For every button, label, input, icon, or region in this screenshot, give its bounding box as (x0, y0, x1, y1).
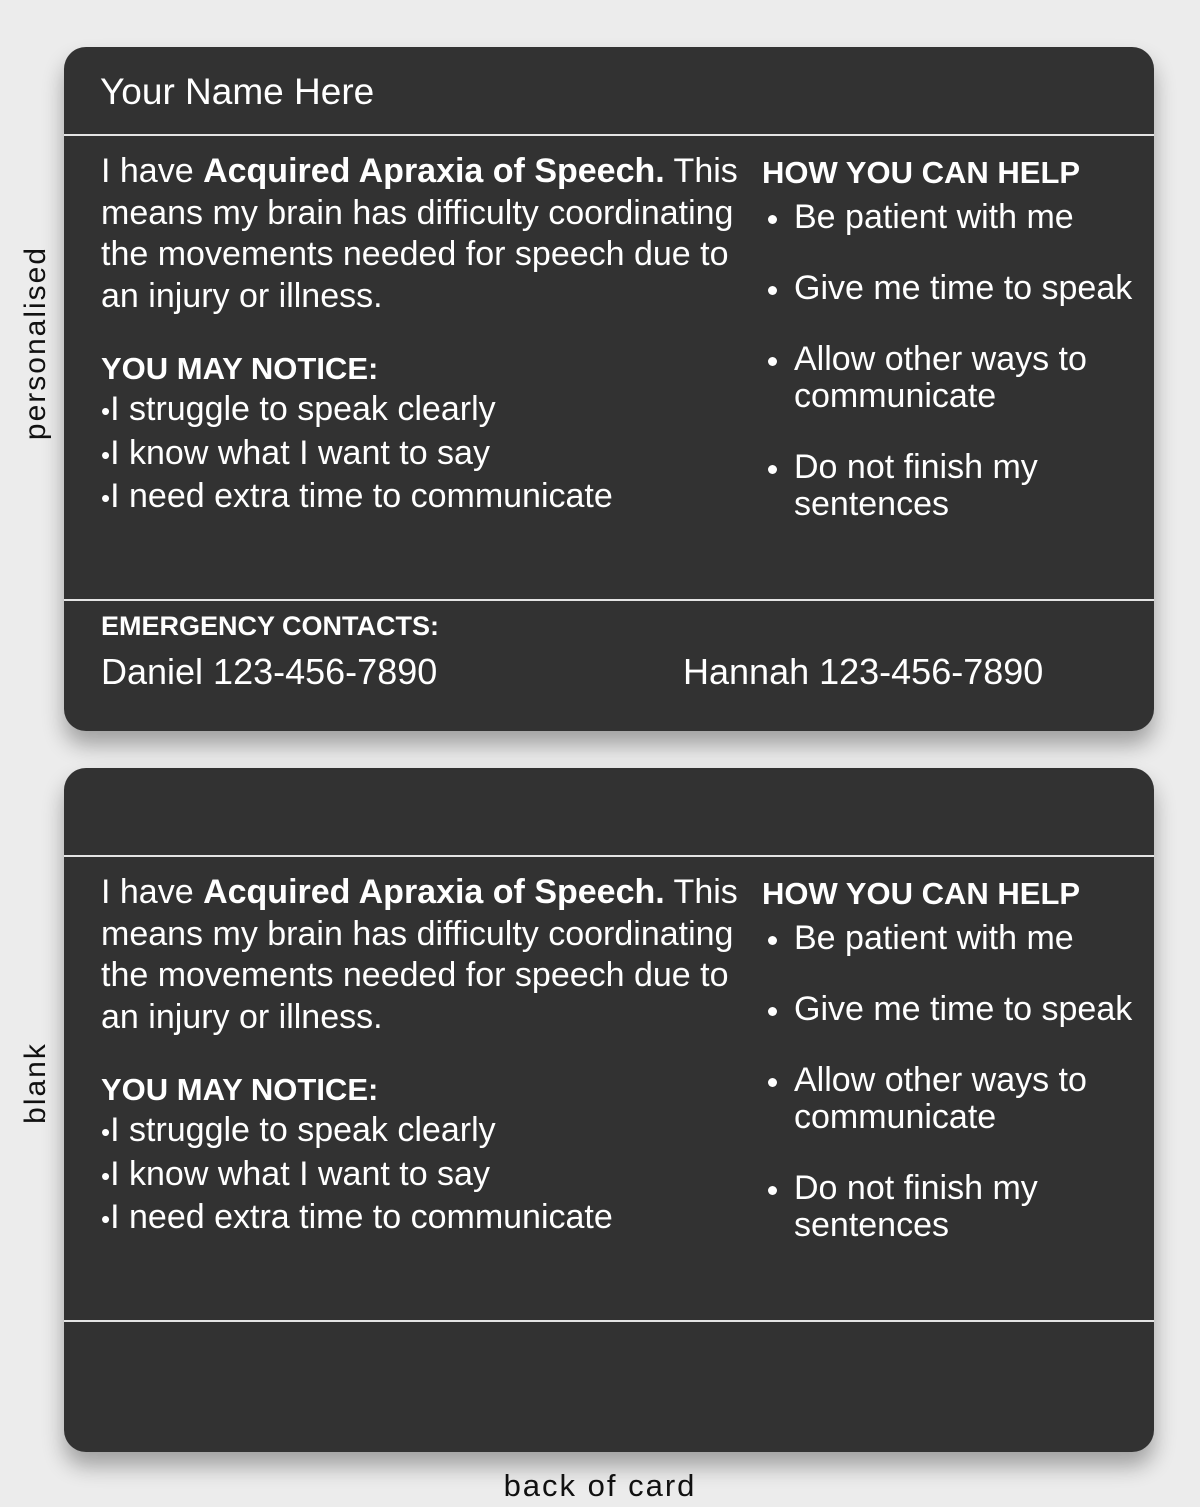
help-item: Give me time to speak (762, 270, 1142, 307)
help-item: Allow other ways to communicate (762, 341, 1142, 415)
help-item: Do not finish my sentences (762, 449, 1142, 523)
notice-item: • I know what I want to say (101, 1154, 741, 1198)
divider-top (64, 134, 1154, 136)
notice-item: • I need extra time to communicate (101, 1197, 741, 1241)
help-list (762, 920, 1142, 1244)
intro-rest: This means my brain has difficulty coordinating the movements needed for speech due to an injury or illness. (101, 152, 738, 315)
condition-description (101, 151, 741, 317)
notice-heading: YOU MAY NOTICE: (101, 1072, 379, 1107)
caption: back of card (503, 1468, 697, 1503)
notice-item: • I need extra time to communicate (101, 476, 741, 520)
notice-heading: YOU MAY NOTICE: (101, 351, 379, 386)
divider-bottom (64, 599, 1154, 601)
notice-item: • I struggle to speak clearly (101, 389, 741, 433)
notice-list (101, 1110, 741, 1241)
condition-name: Acquired Apraxia of Speech. (203, 873, 665, 911)
condition-description (101, 872, 741, 1038)
emergency-contact-1: Daniel 123-456-7890 (101, 651, 438, 692)
intro-prefix: I have (101, 873, 204, 911)
help-section (762, 153, 1142, 523)
notice-item: • I know what I want to say (101, 433, 741, 477)
intro-prefix: I have (101, 152, 204, 190)
label-blank: blank (19, 1042, 52, 1124)
notice-item: • I struggle to speak clearly (101, 1110, 741, 1154)
help-item: Allow other ways to communicate (762, 1062, 1142, 1136)
label-personalised: personalised (19, 245, 52, 441)
help-section (762, 874, 1142, 1244)
help-item: Give me time to speak (762, 991, 1142, 1028)
card-blank (64, 768, 1154, 1452)
divider-top (64, 855, 1154, 857)
help-heading: HOW YOU CAN HELP (762, 155, 1081, 190)
notice-list (101, 389, 741, 520)
help-list (762, 199, 1142, 523)
condition-section (101, 151, 741, 520)
help-item: Be patient with me (762, 920, 1142, 957)
emergency-heading: EMERGENCY CONTACTS: (101, 611, 440, 641)
help-item: Do not finish my sentences (762, 1170, 1142, 1244)
intro-rest: This means my brain has difficulty coordinating the movements needed for speech due to an injury or illness. (101, 873, 738, 1036)
help-item: Be patient with me (762, 199, 1142, 236)
divider-bottom (64, 1320, 1154, 1322)
help-heading: HOW YOU CAN HELP (762, 876, 1081, 911)
card-personalised (64, 47, 1154, 731)
card-name: Your Name Here (100, 71, 375, 112)
condition-name: Acquired Apraxia of Speech. (203, 152, 665, 190)
condition-section (101, 872, 741, 1241)
emergency-contact-2: Hannah 123-456-7890 (683, 651, 1044, 692)
